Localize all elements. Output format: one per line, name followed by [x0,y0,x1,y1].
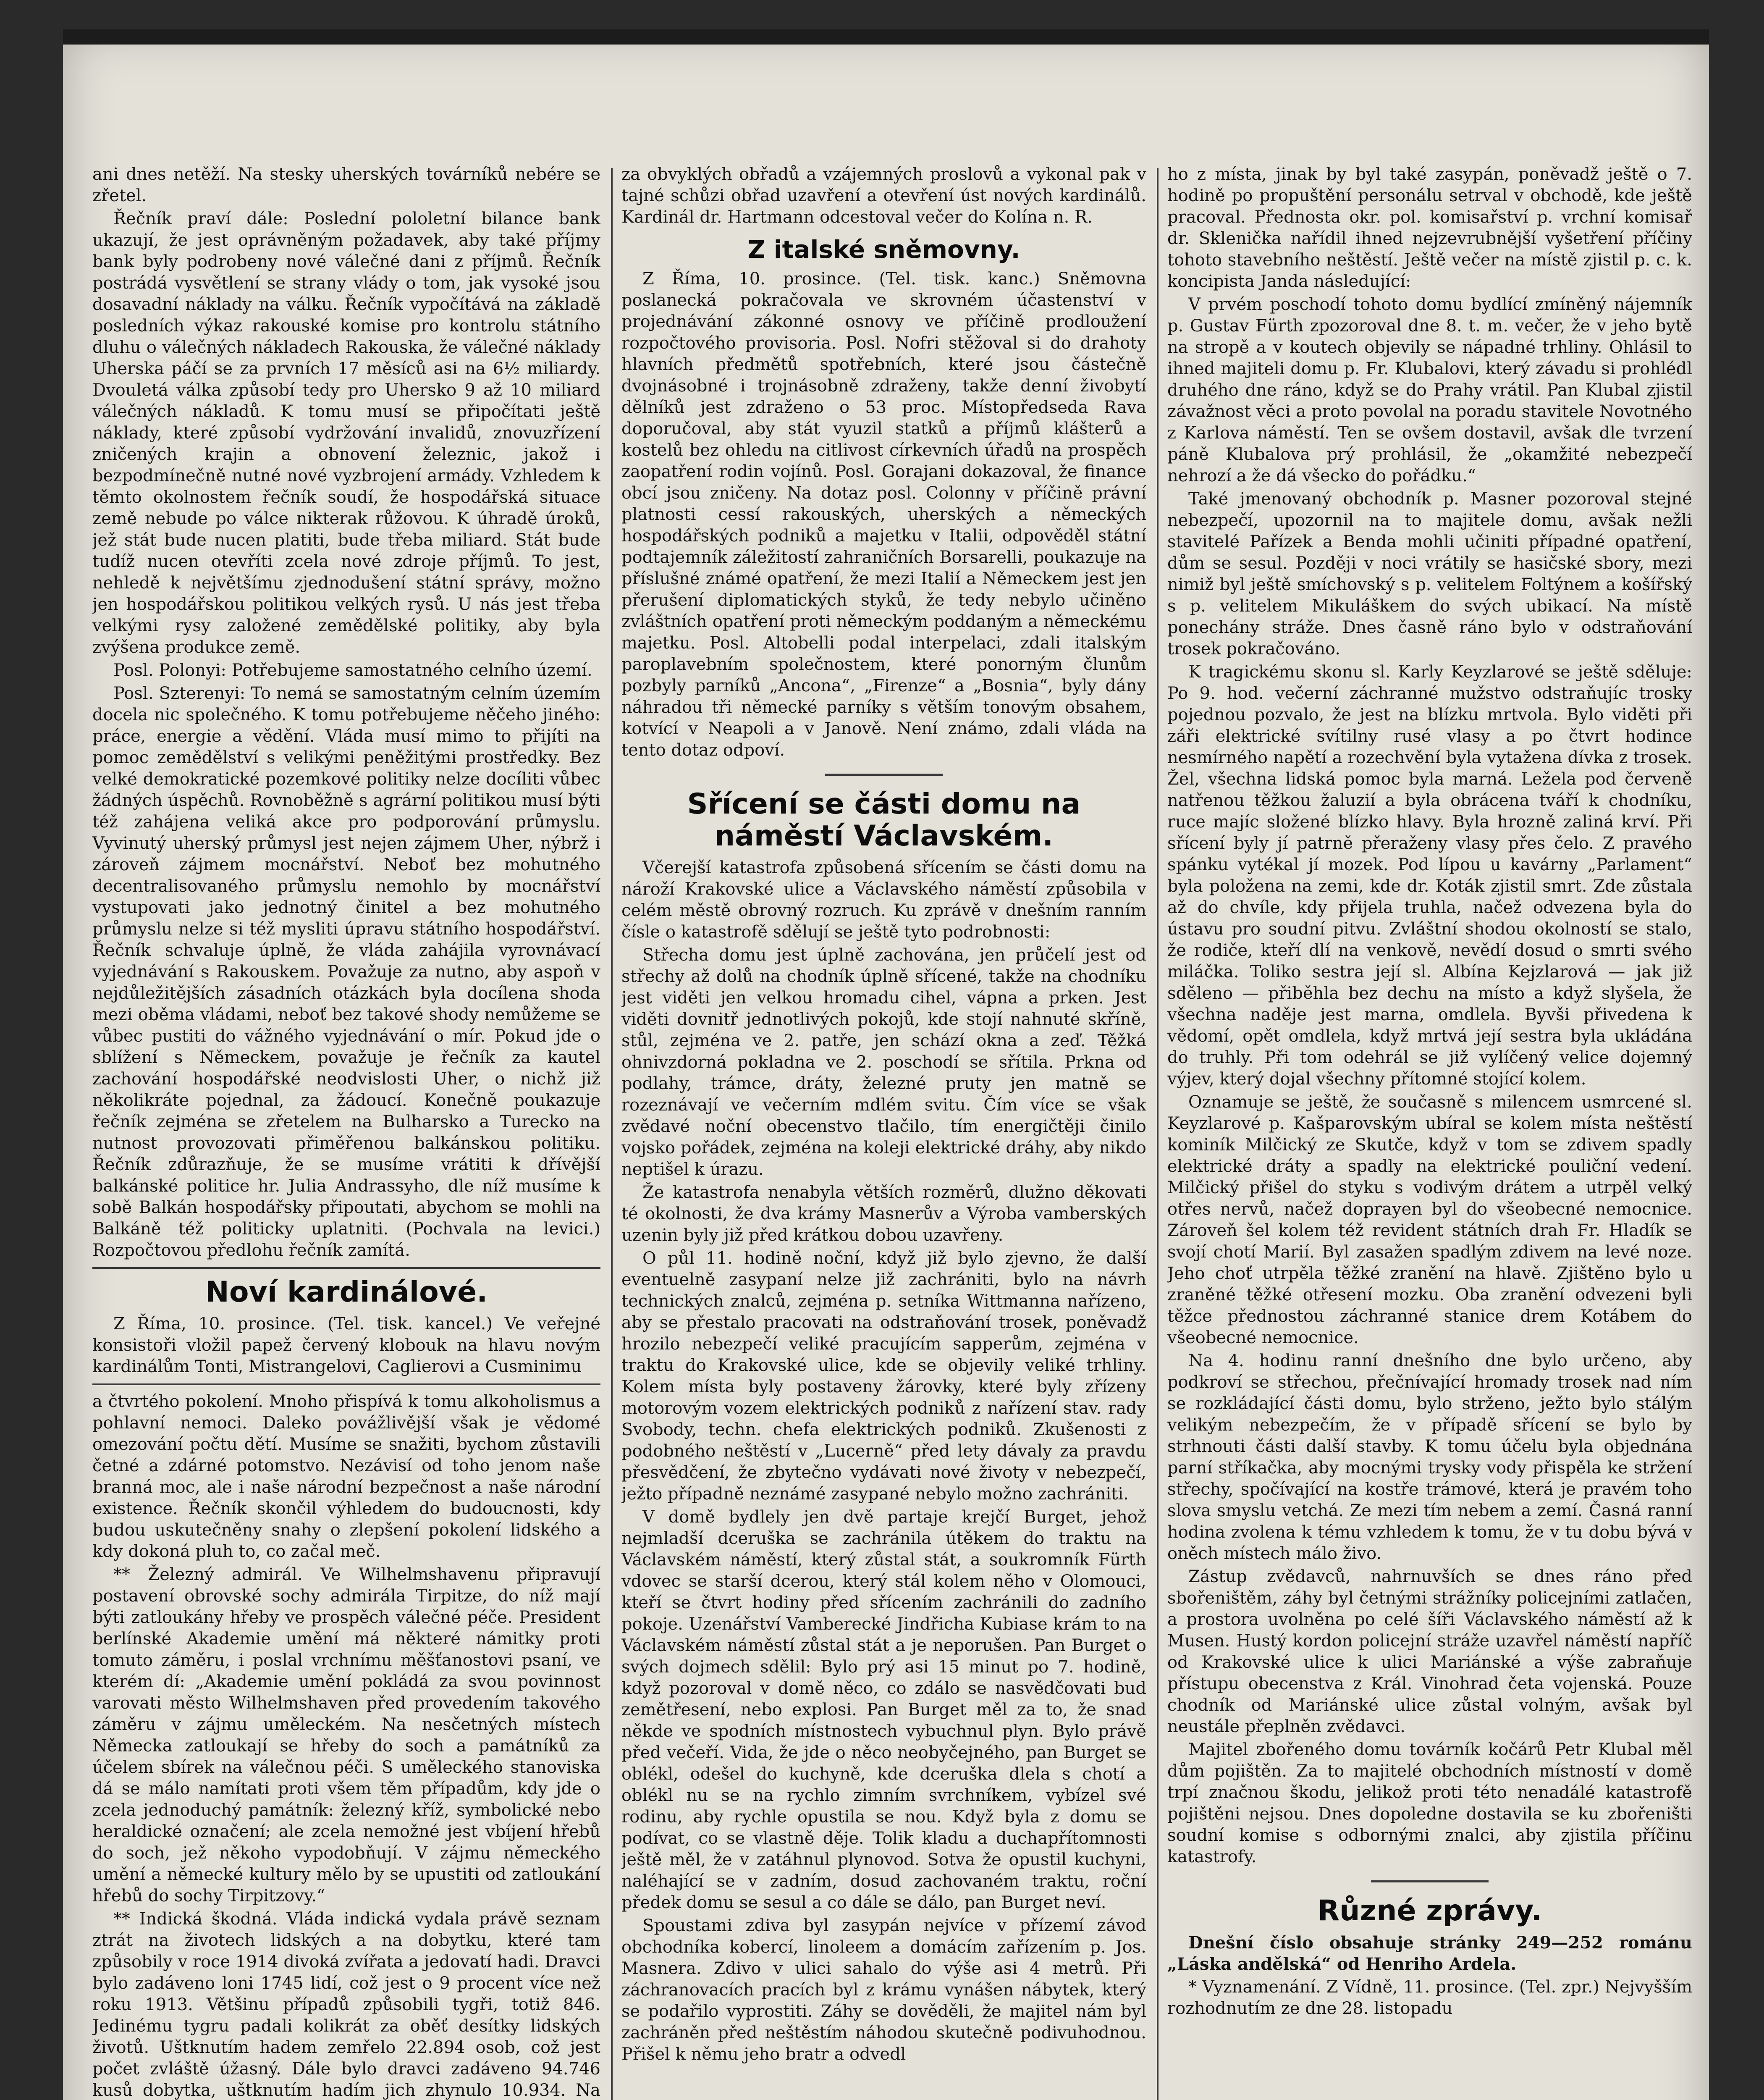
article-text: V prvém poschodí tohoto domu bydlící zmíněný nájemník p. Gustav Fürth zpozoroval dne 8. t. m. večer, že v jeho bytě na stropě a v koutech objevily se nápadné trhliny. Ohlásil to ihned majiteli domu p. Fr. Klubalovi, který závadu si prohlédl druhého dne ráno, když se do Prahy vrátil. Pan Klubal zjistil závažnost věci a proto povolal na poradu stavitele Novotného z Karlova náměstí. Ten se ovšem dostavil, avšak dle tvrzení páně Klubalova prý prohlásil, že „okamžité nebezpečí nehrozí a že dá všecko do pořádku.“ [1167,295,1692,486]
article-text: Posl. Polonyi: Potřebujeme samostatného celního území. [113,661,592,680]
column-3 [1167,164,1692,2100]
article-text: Z Říma, 10. prosince. (Tel. tisk. kancel.) Ve veřejné konsistoři vložil papež červený klobouk na hlavu novým kardinálům Tonti, Mistrangelovi, Caglierovi a Cusminimu [92,1314,600,1376]
article-text: a čtvrtého pokolení. Mnoho přispívá k tomu alkoholismus a pohlavní nemoci. Daleko povážlivější však je vědomé omezování počtu dětí. Musíme se snažiti, bychom zůstavili četné a zdárné potomstvo. Nezávisí od toho jenom naše branná moc, ale i naše národní bezpečnost a naše národní existence. Řečník skončil výhledem do budoucnosti, kdy budou uskutečněny snahy o zlepšení pokolení lidského a kdy dokoná pluh to, co začal meč. [92,1392,600,1561]
divider [1371,1880,1489,1882]
article-text: Zástup zvědavců, nahrnuvších se dnes ráno před sbořeništěm, záhy byl četnými strážníky policejními zatlačen, a prostora uvolněna po celé šíři Václavského náměstí až k Musen. Hustý kordon policejní stráže uzavřel náměstí napříč od Krakovské ulice k ulici Mariánské a výše zabraňuje přístupu obecenstva z Král. Vinohrad četa vojenská. Pouze chodník od Mariánské ulice zůstal volným, avšak byl neustále přeplněn zvědavci. [1167,1567,1692,1736]
article-text: Také jmenovaný obchodník p. Masner pozoroval stejné nebezpečí, upozornil na to majitele domu, avšak nežli stavitelé Pařízek a Benda mohli učiniti případné opatření, dům se sesul. Později v noci vrátily se hasičské sbory, mezi nimiž byl ještě smíchovský s p. velitelem Foltýnem a košířský s p. velitelem Mikuláškem do svých ubikací. Na místě ponechány stráže. Dnes časně ráno bylo v odstraňování trosek pokračováno. [1167,489,1692,659]
headline-novi-kardinalove: Noví kardinálové. [205,1276,488,1309]
article-text: ani dnes netěží. Na stesky uherských továrníků nebére se zřetel. [92,165,600,205]
column-divider [611,168,613,2100]
article-text: za obvyklých obřadů a vzájemných proslovů a vykonal pak v tajné schůzi obřad uzavření a otevření úst nových kardinálů. Kardinál dr. Hartmann odcestoval večer do Kolína n. R. [621,165,1146,227]
article-text: Majitel zbořeného domu továrník kočárů Petr Klubal měl dům pojištěn. Za to majitelé obchodních místností v domě trpí značnou škodu, jelikož proti této nenadálé katastrofě pojištěni nejsou. Dnes dopoledne dostavila se ku zbořeništi soudní komise s odbornými znalci, aby zjistila příčinu katastrofy. [1167,1740,1692,1866]
article-text: Že katastrofa nenabyla větších rozměrů, dlužno děkovati té okolnosti, že dva krámy Masnerův a Výroba vamberských uzenin byly již před krátkou dobou uzavřeny. [621,1183,1146,1245]
article-text: Na 4. hodinu ranní dnešního dne bylo určeno, aby podkroví se střechou, přečnívající hromady trosek nad ním se rozkládající části domu, bylo strženo, ježto bylo stálým velikým nebezpečím, že v případě sřícení se bylo by strhnouti části další stavby. K tomu účelu byla objednána parní stříkačka, aby mocnými trysky vody přispěla ke stržení střechy, spočívající na kostře trámové, která je pravém toho slova smyslu vetchá. Ze mezi tím nebem a zemí. Časná ranní hodina zvolena k tému vzhledem k tomu, že v tu dobu bývá v oněch místech málo živo. [1167,1351,1692,1563]
article-text: ho z místa, jinak by byl také zasypán, poněvadž ještě o 7. hodině po propuštění personálu setrval v obchodě, kde ještě pracoval. Přednosta okr. pol. komisařství p. vrchní komisař dr. Sklenička nařídil ihned nejzevrubnější vyšetření příčiny tohoto stavebního neštěstí. Ještě večer na místě zjistil p. c. k. koncipista Janda následující: [1167,165,1692,291]
article-text: * Vyznamenání. Z Vídně, 11. prosince. (Tel. zpr.) Nejvyšším rozhodnutím ze dne 28. listopadu [1167,1977,1692,2018]
article-text: Posl. Szterenyi: To nemá se samostatným celním územím docela nic společného. K tomu potřebujeme něčeho jiného: práce, energie a vědění. Vláda musí mimo to přijíti na pomoc zemědělství s velikými peněžitými prostředky. Bez velké demokratické pozemkové politiky nelze docíliti vůbec žádných úspěchů. Rovnoběžně s agrární politikou musí býti též zahájena veliká akce pro podporování průmyslu. Vyvinutý uherský průmysl jest nejen zájmem Uher, nýbrž i zároveň zájmem mocnářství. Neboť bez mohutného decentralisovaného průmyslu nemohlo by mocnářství vystupovati jako jednotný činitel a bez mohutného průmyslu nelze si též mysliti úpravu státního hospodářství. Řečník schvaluje úplně, že vláda zahájila vyrovnávací vyjednávání s Rakouskem. Považuje za nutno, aby aspoň v nejdůležitějších zásadních otázkách byla docílena shoda mezi oběma vládami, neboť bez takové shody nemůžeme se vůbec pustiti do vážného vyjednávání o mír. Pokud jde o sblížení s Německem, považuje je řečník za kautel zachování hospodářské neodvislosti Uher, o nichž již několikráte pojednal, za žádoucí. Konečně poukazuje řečník zejména se zřetelem na Bulharsko a Turecko na nutnost provozovati přiměřenou balkánskou politiku. Řečník zdůrazňuje, že se musíme vrátiti k dřívější balkánské politice hr. Julia Andrassyho, dle níž musíme k sobě Balkán hospodářsky připoutati, abychom se mohli na Balkáně též politicky uplatniti. (Pochvala na levici.) Rozpočtovou předlohu řečník zamítá. [92,684,600,1260]
column-2 [621,164,1146,2100]
headline-ruzne-zpravy: Různé zprávy. [1317,1894,1542,1927]
article-text: Spoustami zdiva byl zasypán nejvíce v přízemí závod obchodníka kobercí, linoleem a domácím zařízením p. Jos. Masnera. Zdivo v ulici sahalo do výše asi 4 metrů. Při záchranovacích pracích byl z krámu vynášen nábytek, který se podařilo vyprostiti. Záhy se dověděli, že majitel nám byl zachráněn před neštěstím náhodou skutečně podivuhodnou. Přišel k němu jeho bratr a odvedl [621,1916,1146,2064]
column-1 [92,164,600,2100]
article-text: K tragickému skonu sl. Karly Keyzlarové se ještě sděluje: Po 9. hod. večerní záchranné mužstvo odstraňujíc trosky pojednou pozvalo, že jest na blízku mrtvola. Bylo viděti při záři elektrické svítilny rusé vlasy a po čtvrt hodince nesmírného napětí a rozechvění byla vytažena dívka z trosek. Žel, všechna lidská pomoc byla marná. Ležela pod červeně natřenou těžkou žaluzií a byla obrácena tváří k chodníku, ruce majíc složené blízko hlavy. Byla hrozně zaliná krví. Při sřícení byly jí patrně přeraženy vlasy přes čelo. Z pravého spánku vytékal jí mozek. Pod lípou u kavárny „Parlament“ byla položena na zemi, kde dr. Koták zjistil smrt. Zde zůstala až do chvíle, kdy přijela truhla, načež odvezena byla do ústavu pro soudní pitvu. Zvláštní shodou okolností se stalo, že rodiče, kteří dlí na venkově, nevědí dosud o smrti svého miláčka. Toliko sestra její sl. Albína Kejzlarová — jak již sděleno — přiběhla bez dechu na místo a když slyšela, že všechna naděje jest marna, omdlela. Byvši přivedena k vědomí, opět omdlela, když mrtvá její sestra byla ukládána do truhly. Při tom odehrál se již vylíčený velice dojemný výjev, který dojal všechny přítomné stojící kolem. [1167,662,1692,1089]
scan-top-edge [63,29,1709,45]
divider [92,1267,600,1269]
article-text: Včerejší katastrofa způsobená sřícením se části domu na nároží Krakovské ulice a Václavského náměstí způsobila v celém městě obrovný rozruch. Ku zprávě v dnešním ranním čísle o katastrofě sdělují se ještě tyto podrobnosti: [621,858,1146,942]
divider [92,1383,600,1385]
column-divider [1157,168,1159,2100]
article-text: Oznamuje se ještě, že současně s milencem usmrcené sl. Keyzlarové p. Kašparovským ubíral se kolem místa neštěstí kominík Milčický ze Skutče, když v tom se zdivem spadly elektrické dráty a spadly na elektrické pouliční vedení. Milčický přišel do styku s vodivým drátem a utrpěl velký otřes nervů, načež doprayen byl do všeobecné nemocnice. Zároveň šel kolem též revident státních drah Fr. Hladík se svojí chotí Marií. Byl zasažen spadlým zdivem na levé noze. Jeho choť utrpěla těžké zranění na hlavě. Zjištěno bylo u zraněné těžké otřesení mozku. Oba zranění odvezeni byli těžce přednostou záchranné stanice drem Kotábem do všeobecné nemocnice. [1167,1092,1692,1347]
article-text: Střecha domu jest úplně zachována, jen průčelí jest od střechy až dolů na chodník úplně sřícené, takže na chodníku jest viděti jen velkou hromadu cihel, vápna a prken. Jest viděti dovnitř jednotlivých pokojů, kde stojí nahnuté skříně, stůl, zejména ve 2. patře, jen schází okna a zeď. Těžká ohnivzdorná pokladna ve 2. poschodí se sřítila. Prkna od podlahy, trámce, dráty, železné pruty jen matně se rozeznávají ve večerním mdlém svitu. Čím více se však zvědavé noční obecenstvo tlačilo, tím energičtěji činilo vojsko pořádek, zejména na koleji elektrické dráhy, aby nikdo neptišel k úrazu. [621,945,1146,1179]
headline-sriceni-domu: Sřícení se části domu na náměstí Václavském. [687,788,1081,853]
article-text: V domě bydlely jen dvě partaje krejčí Burget, jehož nejmladší dceruška se zachránila útěkem do traktu na Václavském náměstí, který zůstal stát, a soukromník Fürth vdovec se starší dcerou, který stál kolem něho v Olomouci, kteří se čtvrt hodiny před sřícením zachránili do zadního pokoje. Uzenářství Vamberecké Jindřicha Kubiase krám to na Václavském náměstí zůstal stát a je neporušen. Pan Burget o svých dojmech sdělil: Bylo prý asi 15 minut po 7. hodině, když pozoroval v domě něco, co zdálo se nasvědčovati buď zemětřesení, nebo explosi. Pan Burget měl za to, že snad někde ve spodních místnostech vybuchnul plyn. Bylo právě před večeří. Vida, že jde o něco neobyčejného, pan Burget se oblékl, odešel do kuchyně, kde dceruška dlela s chotí a oblékl nu se na rychlo zimním svrchníkem, vybízel své rodinu, aby rychle opustila se nou. Když byla z domu se podívat, co se vlastně děje. Tolik kladu a duchapřítomnosti ještě měl, že v zatáhnul plynovod. Sotva že opustil kuchyni, naléhající se v zadním, dosud zachovaném traktu, roční předek domu se sesul a co dále se dálo, pan Burget neví. [621,1507,1146,1912]
divider [825,774,943,776]
article-text: ** Indická škodná. Vláda indická vydala právě seznam ztrát na životech lidských a na dobytku, které tam způsobily v roce 1914 divoká zvířata a jedovatí hadi. Dravci bylo zadáveno loni 1745 lidí, což jest o 9 procent více než roku 1913. Většinu případů způsobili tygři, totiž 846. Jedinému tygru padali kolikrát za oběť desítky lidských životů. Uštknutím hadem zemřelo 22.894 osob, což jest počet zvláště úžasný. Dále bylo dravci zadáveno 94.746 kusů dobytka, uštknutím hadím jich zhynulo 10.934. Na [92,1909,600,2100]
article-text: Řečník praví dále: Poslední pololetní bilance bank ukazují, že jest oprávněným požadavek, aby také příjmy bank byly podrobeny nové válečné dani z příjmů. Řečník postrádá vysvětlení se strany vlády o tom, jak vysoké jsou dosavadní náklady na válku. Řečník vypočítává na základě posledních výkaz rakouské komise pro kontrolu státního dluhu o válečných nákladech Rakouska, že válečné náklady Uherska páčí se za prvních 17 měsíců asi na 6½ miliardy. Dvouletá válka způsobí tedy pro Uhersko 9 až 10 miliard válečných nákladů. K tomu musí se připočítati ještě náklady, které způsobí vydržování invalidů, znovuzřízení zničených krajin a obnovení železnic, jakož i bezpodmínečně nutné nové vyzbrojení armády. Vzhledem k těmto okolnostem řečník soudí, že hospodářská situace země nebude po válce nikterak růžovou. K úhradě úroků, jež stát bude nucen platiti, bude třeba miliard. Stát bude tudíž nucen otevříti zcela nové zdroje příjmů. To jest, nehledě k největšímu zjednodušení státní správy, možno jen hospodářskou politikou velkých rysů. U nás jest třeba velkými rysy založené zemědělské politiky, aby byla zvýšena produkce země. [92,209,600,657]
article-text: Dnešní číslo obsahuje stránky 249—252 románu „Láska andělská“ od Henriho Ardela. [1167,1933,1692,1974]
article-text: Z Říma, 10. prosince. (Tel. tisk. kanc.) Sněmovna poslanecká pokračovala ve skrovném účastenství v projednávání zákonné osnovy ve příčině prodloužení rozpočtového provisoria. Posl. Nofri stěžoval si do drahoty hlavních předmětů spotřebních, které jsou částečně dvojnásobné i trojnásobně zdraženy, takže denní živobytí dělníků jest zdraženo o 53 proc. Místopředseda Rava doporučoval, aby stát vyuzil statků a příjmů klášterů a kostelů bez ohledu na citlivost církevních úřadů na prospěch zaopatření rodin vojínů. Posl. Gorajani dokazoval, že finance obcí jsou zničeny. Na dotaz posl. Colonny v příčině právní platnosti cessí rakouských, uherských a německých hospodářských podniků a majetku v Italii, odpověděl státní podtajemník záležitostí zahraničních Borsarelli, poukazuje na příslušné známé opatření, že mezi Italií a Německem jest jen přerušení diplomatických styků, že tedy nebylo učiněno zvláštních opatření proti německým poddaným a německému majetku. Posl. Altobelli podal interpelaci, zdali italským paroplavebním společnostem, které ponorným člunům pozbyly parníků „Ancona“, „Firenze“ a „Bosnia“, byly dány náhradou tři německé parníky s větším tonovým obsahem, kotvící v Neapoli a v Janově. Není známo, zdali vláda na tento dotaz odpoví. [621,269,1146,760]
headline-italska-snemovna: Z italské sněmovny. [747,235,1020,264]
newspaper-page [63,29,1709,2100]
article-text: ** Železný admirál. Ve Wilhelmshavenu připravují postavení obrovské sochy admirála Tirpitze, do níž mají býti zatloukány hřeby ve prospěch válečné péče. President berlínské Akademie umění má některé námitky proti tomuto záměru, i poslal vrchnímu měšťanostovi psaní, ve kterém dí: „Akademie umění pokládá za svou povinnost varovati město Wilhelmshaven před provedením takového záměru v zájmu uměleckém. Na nesčetných místech Německa zatloukají se hřeby do soch a památníků za účelem sbírek na válečnou péči. S uměleckého stanoviska dá se málo namítati proti všem těm případům, kdy jde o zcela jednoduchý památník: železný kříž, symbolické nebo heraldické označení; ale zcela nemožné jest vbíjení hřebů do soch, jež někoho vypodobňují. V zájmu německého umění a německé kultury mělo by se upustiti od zatloukání hřebů do sochy Tirpitzovy.“ [92,1565,600,1906]
article-text: O půl 11. hodině noční, když již bylo zjevno, že další eventuelně zasypaní nelze již zachrániti, bylo na návrh technických znalců, zejména p. setníka Wittmanna nařízeno, aby se přestalo pracovati na odstraňování trosek, poněvadž hrozilo nebezpečí veliké pracujícím sapperům, zejména v traktu do Krakovské ulice, kde se objevily veliké trhliny. Kolem místa byly postaveny žárovky, které byly zřízeny motorovým vozem elektrických podniků z nařízení stav. rady Svobody, techn. chefa elektrických podniků. Zkušenosti z podobného neštěstí v „Lucerně“ před lety dávaly za pravdu přesvědčení, že zbytečno vydávati nové životy v nebezpečí, ježto případně neznámé zasypané nebylo možno zachrániti. [621,1249,1146,1504]
